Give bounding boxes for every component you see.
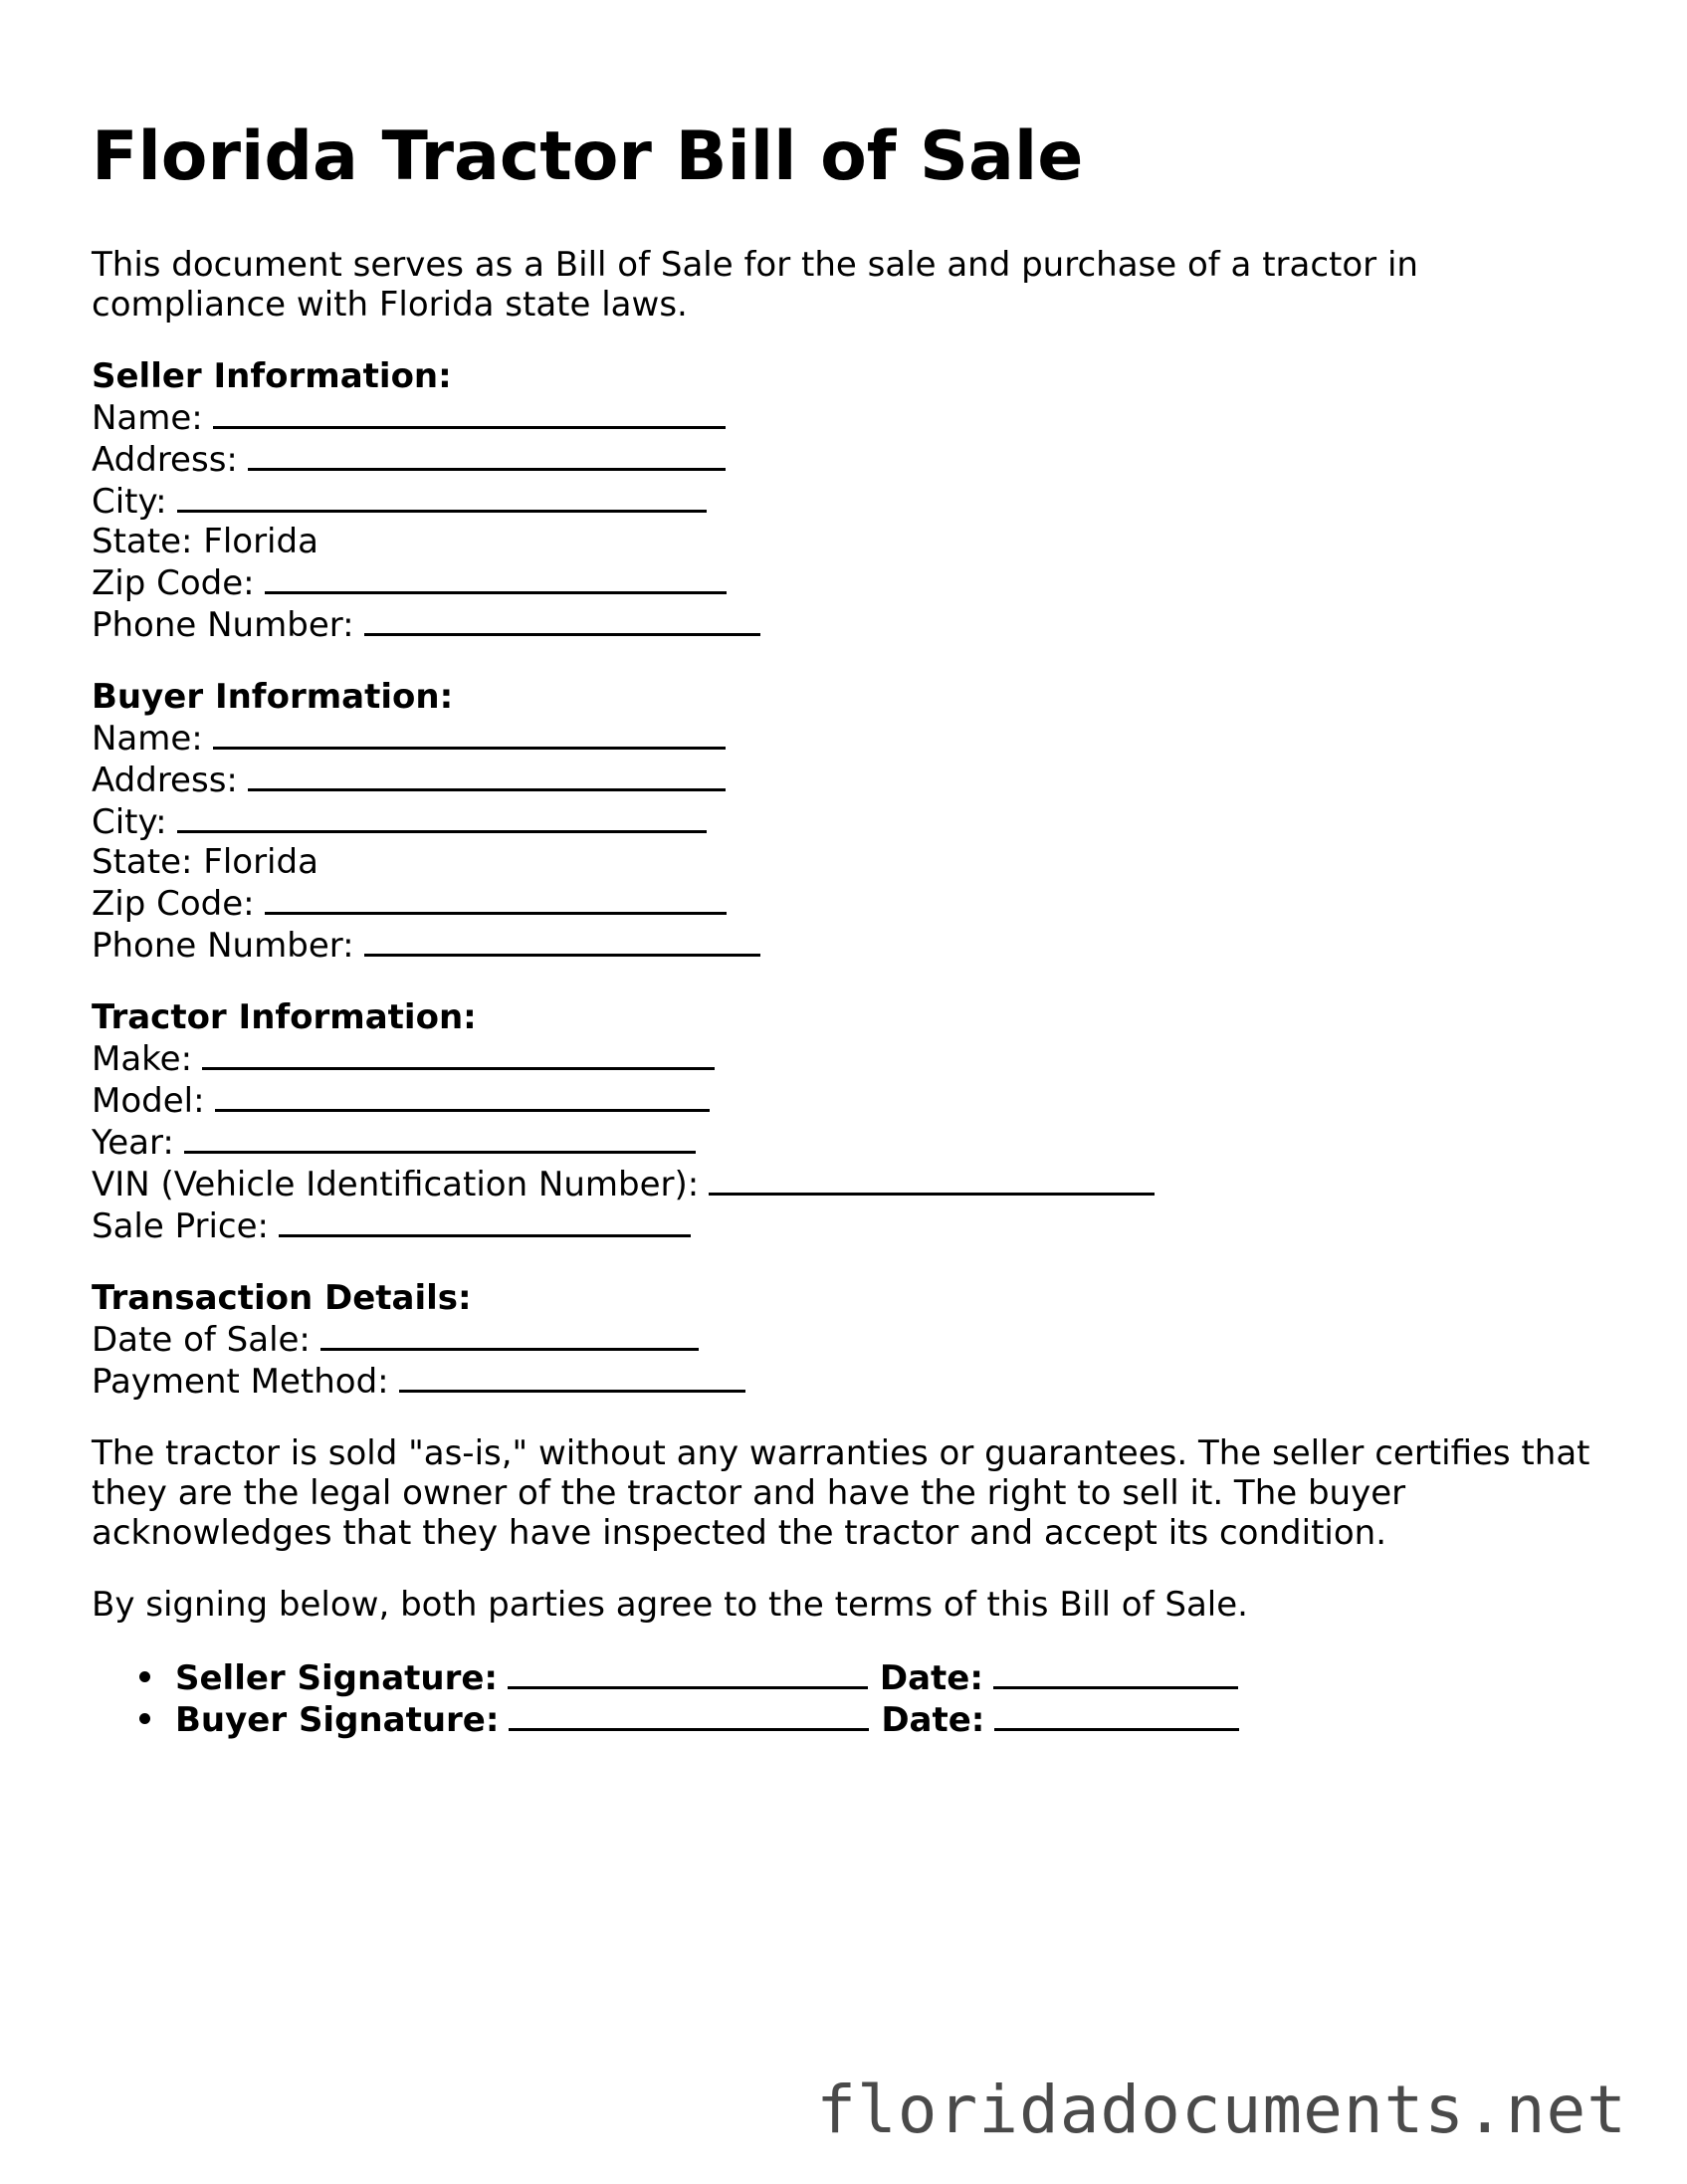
seller-state-row: State: Florida [92,522,318,561]
transaction-heading: Transaction Details: [92,1278,472,1318]
tractor-price-label: Sale Price: [92,1206,269,1246]
seller-phone-label: Phone Number: [92,605,354,645]
seller-phone-row [92,603,1604,645]
buyer-city-label: City: [92,802,167,842]
tractor-year-blank[interactable] [184,1121,696,1154]
seller-zip-blank[interactable] [265,561,727,594]
transaction-section [92,1278,1604,1402]
transaction-date-blank[interactable] [320,1318,699,1351]
intro-paragraph: This document serves as a Bill of Sale for the sale and purchase of a tractor in compliance with Florida state laws. [92,245,1418,325]
seller-city-label: City: [92,482,167,522]
tractor-make-row [92,1037,1604,1079]
seller-heading: Seller Information: [92,356,452,396]
buyer-phone-label: Phone Number: [92,926,354,966]
buyer-city-row [92,800,1604,842]
tractor-model-row [92,1079,1604,1121]
buyer-name-label: Name: [92,719,203,759]
tractor-model-label: Model: [92,1081,205,1121]
document-title: Florida Tractor Bill of Sale [92,117,1084,196]
transaction-date-row [92,1318,1604,1360]
tractor-vin-label: VIN (Vehicle Identification Number): [92,1165,700,1204]
seller-city-row [92,480,1604,522]
buyer-zip-label: Zip Code: [92,884,255,924]
buyer-address-label: Address: [92,761,238,800]
agreement-paragraph: By signing below, both parties agree to the terms of this Bill of Sale. [92,1585,1248,1625]
seller-city-blank[interactable] [177,480,707,513]
seller-date-label: Date: [879,1658,983,1698]
transaction-date-label: Date of Sale: [92,1320,311,1360]
transaction-payment-label: Payment Method: [92,1362,389,1402]
seller-zip-label: Zip Code: [92,563,255,603]
tractor-make-blank[interactable] [202,1037,715,1070]
seller-phone-blank[interactable] [364,603,760,636]
disclaimer-paragraph: The tractor is sold "as-is," without any warranties or guarantees. The seller certifies that they are the legal owner of the tractor and have the right to sell it. The buyer acknowledges that they have inspected the tractor and accept its condition. [92,1433,1590,1553]
buyer-signature-label: Buyer Signature: [175,1700,500,1740]
seller-section [92,356,1604,645]
buyer-phone-row [92,924,1604,966]
buyer-heading: Buyer Information: [92,677,454,717]
tractor-year-label: Year: [92,1123,174,1163]
buyer-address-blank[interactable] [248,759,726,791]
buyer-date-blank[interactable] [994,1698,1239,1731]
tractor-price-blank[interactable] [279,1204,691,1237]
watermark: floridadocuments.net [816,2072,1627,2148]
transaction-payment-blank[interactable] [399,1360,745,1393]
seller-signature-blank[interactable] [508,1656,868,1689]
buyer-signature-item [175,1698,1604,1740]
buyer-signature-blank[interactable] [509,1698,869,1731]
document-page [92,111,1604,1740]
seller-signature-label: Seller Signature: [175,1658,499,1698]
seller-signature-item [175,1656,1604,1698]
tractor-vin-row [92,1163,1604,1204]
tractor-price-row [92,1204,1604,1246]
bullet-icon [139,1671,150,1682]
tractor-section [92,997,1604,1246]
buyer-date-label: Date: [881,1700,985,1740]
buyer-name-row [92,717,1604,759]
tractor-vin-blank[interactable] [709,1163,1155,1196]
tractor-year-row [92,1121,1604,1163]
buyer-section [92,677,1604,966]
buyer-name-blank[interactable] [213,717,726,750]
seller-date-blank[interactable] [993,1656,1238,1689]
seller-zip-row [92,561,1604,603]
seller-address-label: Address: [92,440,238,480]
buyer-phone-blank[interactable] [364,924,760,957]
transaction-payment-row [92,1360,1604,1402]
tractor-heading: Tractor Information: [92,997,477,1037]
seller-address-row [92,438,1604,480]
seller-name-label: Name: [92,398,203,438]
buyer-zip-row [92,882,1604,924]
bullet-icon [139,1713,150,1724]
buyer-zip-blank[interactable] [265,882,727,915]
buyer-city-blank[interactable] [177,800,707,833]
tractor-model-blank[interactable] [215,1079,710,1112]
seller-address-blank[interactable] [248,438,726,471]
seller-name-blank[interactable] [213,396,726,429]
seller-name-row [92,396,1604,438]
signature-list [92,1656,1604,1740]
buyer-address-row [92,759,1604,800]
buyer-state-row: State: Florida [92,842,318,882]
tractor-make-label: Make: [92,1039,193,1079]
